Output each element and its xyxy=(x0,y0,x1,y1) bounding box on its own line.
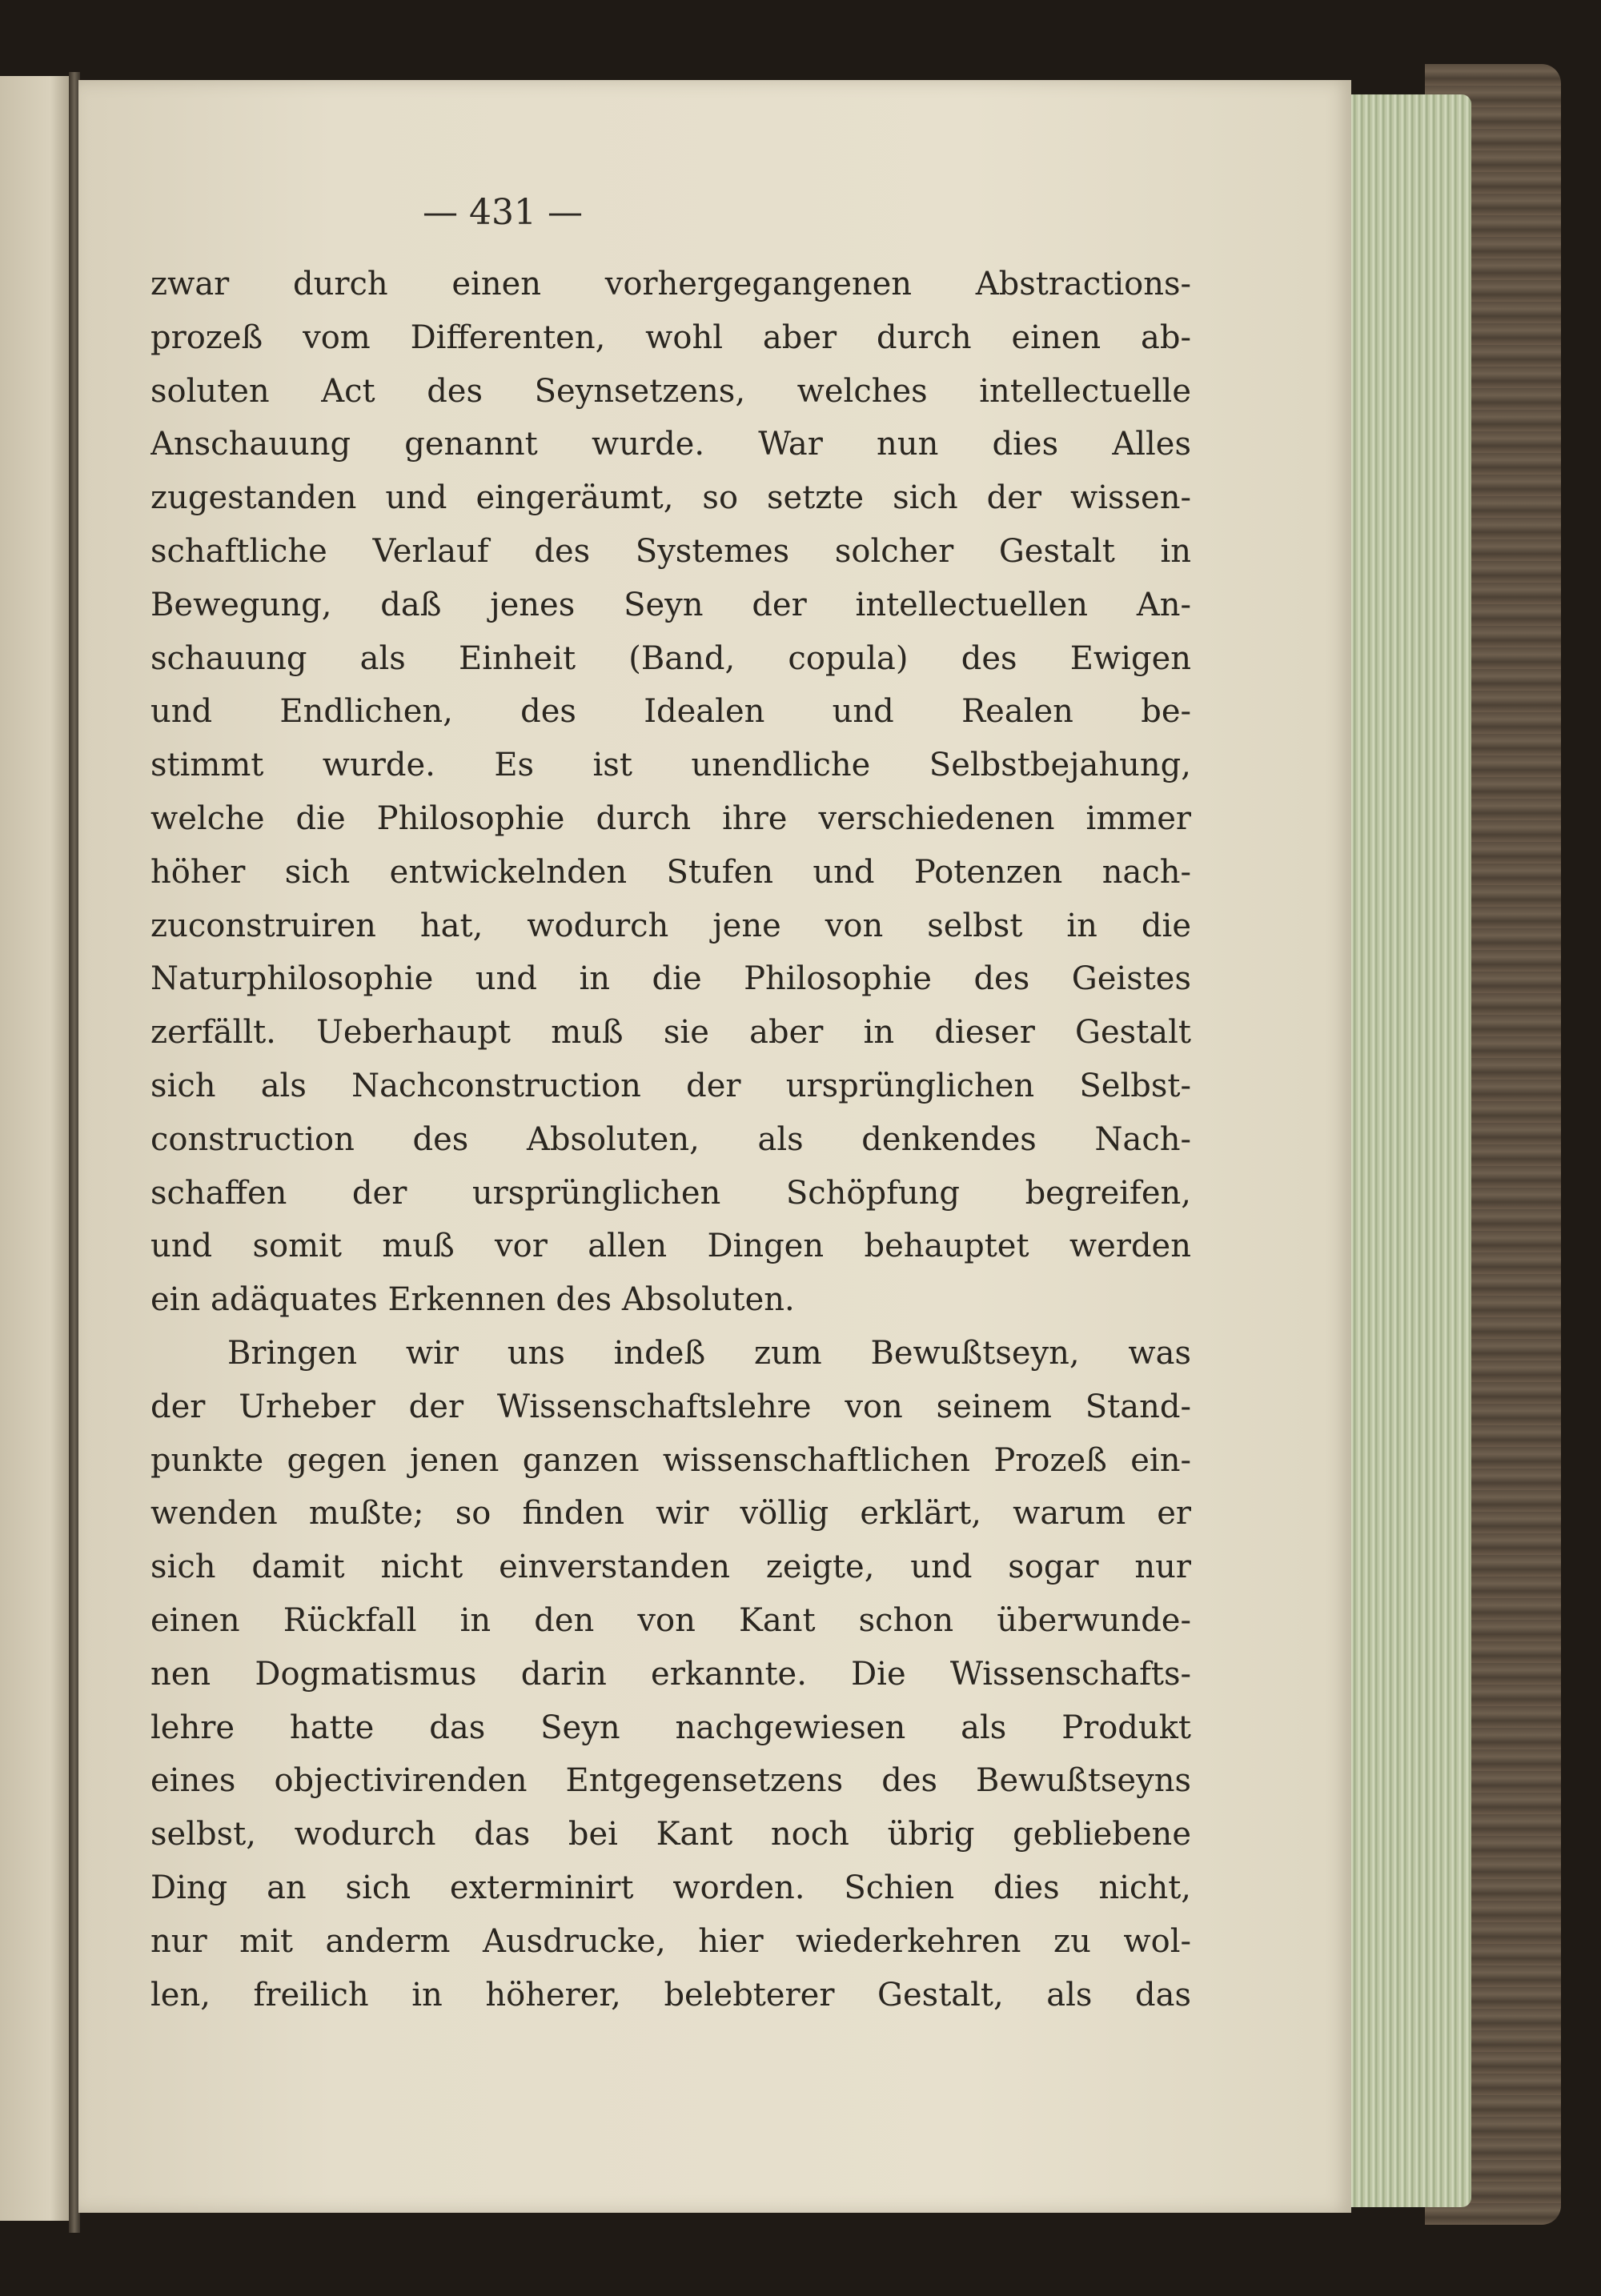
text-line: prozeß vom Differenten, wohl aber durch einen ab- xyxy=(150,319,1191,356)
text-line: construction des Absoluten, als denkendes Nach- xyxy=(150,1120,1191,1158)
text-line: selbst, wodurch das bei Kant noch übrig gebliebene xyxy=(150,1816,1191,1853)
book-page xyxy=(78,80,1351,2213)
text-line: len, freilich in höherer, belebterer Gestalt, als das xyxy=(150,1976,1191,2014)
text-line: Naturphilosophie und in die Philosophie des Geistes xyxy=(150,960,1191,998)
text-line: sich damit nicht einverstanden zeigte, und sogar nur xyxy=(150,1549,1191,1586)
text-line: welche die Philosophie durch ihre verschiedenen immer xyxy=(150,799,1191,837)
body-text xyxy=(150,258,1191,2022)
text-line: lehre hatte das Seyn nachgewiesen als Produkt xyxy=(150,1709,1191,1746)
page-edge-stack xyxy=(1335,94,1471,2207)
text-line: soluten Act des Seynsetzens, welches intellectuelle xyxy=(150,372,1191,410)
text-line: punkte gegen jenen ganzen wissenschaftlichen Prozeß ein- xyxy=(150,1441,1191,1479)
text-line: und Endlichen, des Idealen und Realen be- xyxy=(150,693,1191,731)
text-line: Ding an sich exterminirt worden. Schien dies nicht, xyxy=(150,1869,1191,1906)
page-number: — 431 — xyxy=(423,192,583,233)
text-line: Bewegung, daß jenes Seyn der intellectuellen An- xyxy=(150,586,1191,623)
text-line: eines objectivirenden Entgegensetzens des Bewußtseyns xyxy=(150,1762,1191,1800)
text-line: zwar durch einen vorhergegangenen Abstractions- xyxy=(150,266,1191,303)
text-line: der Urheber der Wissenschaftslehre von seinem Stand- xyxy=(150,1388,1191,1425)
text-line: sich als Nachconstruction der ursprünglichen Selbst- xyxy=(150,1067,1191,1104)
text-line: nen Dogmatismus darin erkannte. Die Wissenschafts- xyxy=(150,1655,1191,1693)
text-line: ein adäquates Erkennen des Absoluten. xyxy=(150,1281,795,1319)
text-line: zuconstruiren hat, wodurch jene von selbst in die xyxy=(150,907,1191,944)
text-line: Bringen wir uns indeß zum Bewußtseyn, was xyxy=(227,1334,1191,1372)
text-line: nur mit anderm Ausdrucke, hier wiederkehren zu wol- xyxy=(150,1922,1191,1960)
text-line: zugestanden und eingeräumt, so setzte sich der wissen- xyxy=(150,479,1191,517)
text-line: schauung als Einheit (Band, copula) des Ewigen xyxy=(150,639,1191,677)
previous-page-edge xyxy=(0,76,72,2221)
text-line: höher sich entwickelnden Stufen und Potenzen nach- xyxy=(150,853,1191,891)
text-line: schaffen der ursprünglichen Schöpfung begreifen, xyxy=(150,1174,1191,1212)
text-line: Anschauung genannt wurde. War nun dies Alles xyxy=(150,426,1191,463)
text-line: wenden mußte; so finden wir völlig erklärt, warum er xyxy=(150,1495,1191,1533)
text-line: stimmt wurde. Es ist unendliche Selbstbejahung, xyxy=(150,747,1191,784)
text-line: zerfällt. Ueberhaupt muß sie aber in dieser Gestalt xyxy=(150,1014,1191,1052)
text-line: einen Rückfall in den von Kant schon überwunde- xyxy=(150,1601,1191,1639)
text-line: und somit muß vor allen Dingen behauptet werden xyxy=(150,1228,1191,1265)
text-line: schaftliche Verlauf des Systemes solcher Gestalt in xyxy=(150,532,1191,570)
